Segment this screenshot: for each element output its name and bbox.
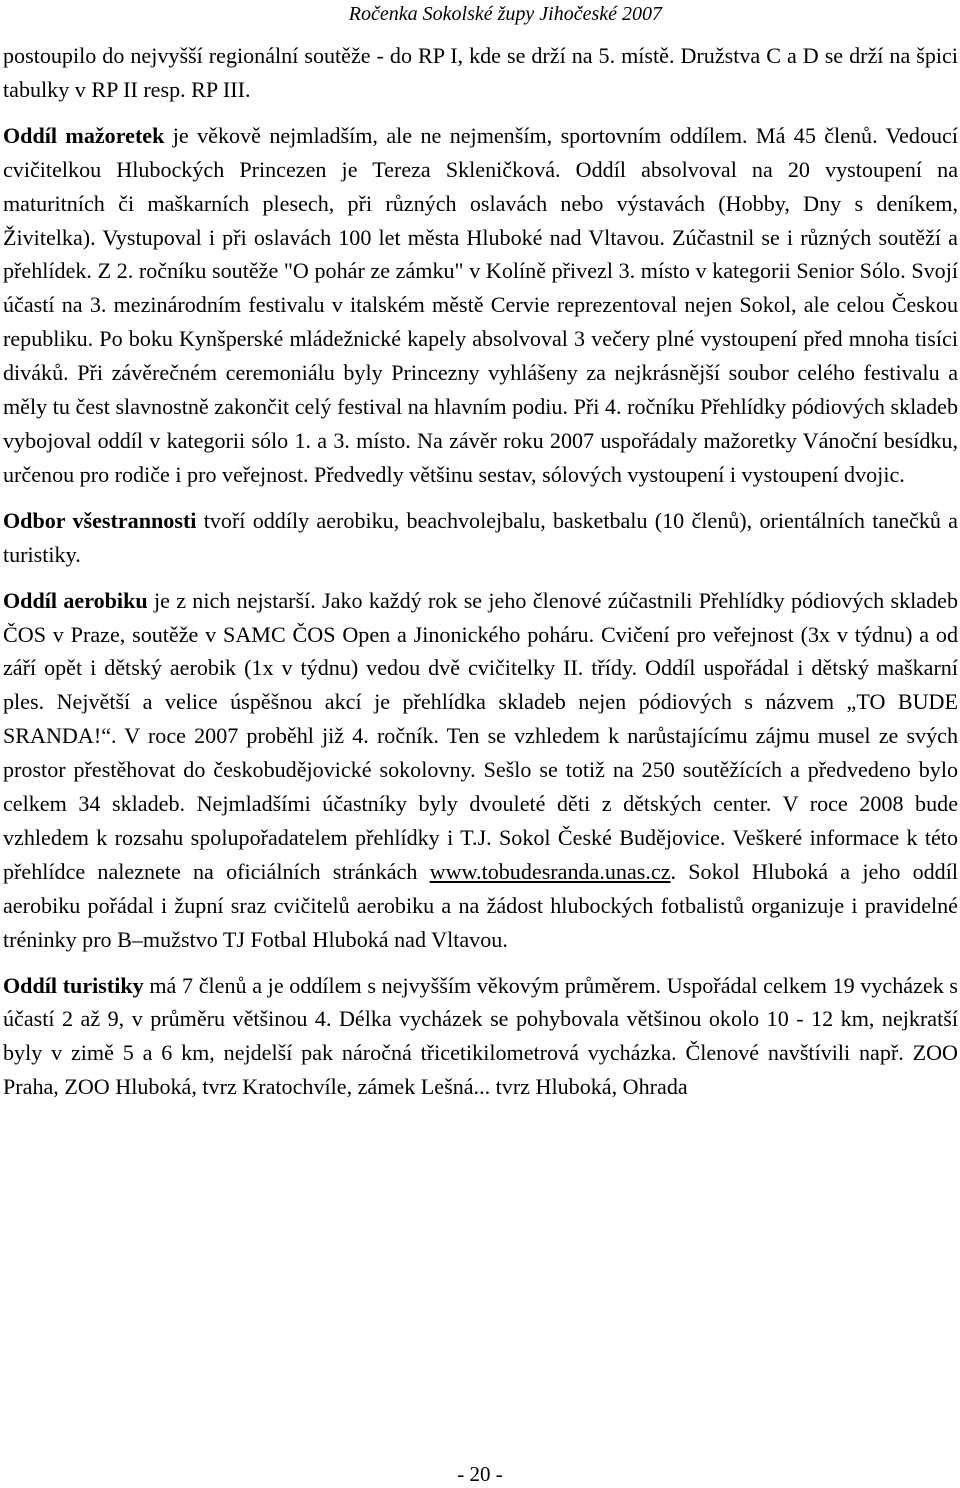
paragraph-hiking	[3, 969, 958, 1105]
paragraph-text: má 7 členů a je oddílem s nejvyšším věkovým průměrem. Uspořádal celkem 19 vycházek s účastí 2 až 9, v průměru většinou 4. Délka vycházek se pohybovala většinou okolo 10 - 12 km, nejkratší byly v zimě 5 a 6 km, nejdelší pak náročná třicetikilometrová vycházka. Členové navštívili např. ZOO Praha, ZOO Hluboká, tvrz Kratochvíle, zámek Lešná... tvrz Hluboká, Ohrada	[3, 972, 959, 1100]
paragraph-text: . Sokol Hluboká a jeho oddíl aerobiku pořádal i župní sraz cvičitelů aerobiku a na žádost hlubockých fotbalistů organizuje i pravidelné tréninky pro B–mužstvo TJ Fotbal Hluboká nad Vltavou.	[3, 858, 958, 952]
paragraph-majorettes	[3, 119, 958, 492]
section-heading-hiking: Oddíl turistiky	[3, 972, 144, 998]
paragraph-volleyball-continued	[3, 39, 958, 107]
website-link[interactable]: www.tobudesranda.unas.cz	[429, 858, 671, 884]
section-heading-aerobics: Oddíl aerobiku	[3, 587, 148, 613]
section-heading-general-sports: Odbor všestrannosti	[3, 507, 197, 533]
paragraph-text: je věkově nejmladším, ale ne nejmenším, sportovním oddílem. Má 45 členů. Vedoucí cvičitelkou Hlubockých Princezen je Tereza Skleničková. Oddíl absolvoval na 20 vystoupení na maturitních či maškarních plesech, při různých oslavách nebo výstavách (Hobby, Dny s deníkem, Živitelka). Vystupoval i při oslavách 100 let města Hluboké nad Vltavou. Zúčastnil se i různých soutěží a přehlídek. Z 2. ročníku soutěže "O pohár ze zámku" v Kolíně přivezl 3. místo v kategorii Senior Sólo. Svojí účastí na 3. mezinárodním festivalu v italském městě Cervie reprezentoval nejen Sokol, ale celou Českou republiku. Po boku Kynšperské mládežnické kapely absolvoval 3 večery plné vystoupení před mnoha tisíci diváků. Při závěrečném ceremoniálu byly Princezny vyhlášeny za nejkrásnější soubor celého festivalu a měly tu čest slavnostně zakončit celý festival na hlavním podiu. Při 4. ročníku Přehlídky pódiových skladeb vybojoval oddíl v kategorii sólo 1. a 3. místo. Na závěr roku 2007 uspořádaly mažoretky Vánoční besídku, určenou pro rodiče i pro veřejnost. Předvedly většinu sestav, sólových vystoupení i vystoupení dvojic.	[3, 122, 959, 487]
paragraph-text: tvoří oddíly aerobiku, beachvolejbalu, basketbalu (10 členů), orientálních tanečků a turistiky.	[3, 507, 958, 567]
running-header: Ročenka Sokolské župy Jihočeské 2007	[348, 3, 662, 25]
paragraph-text: postoupilo do nejvyšší regionální soutěže - do RP I, kde se drží na 5. místě. Družstva C a D se drží na špici tabulky v RP II resp. RP III.	[3, 43, 958, 102]
document-body	[3, 39, 958, 1104]
paragraph-text: je z nich nejstarší. Jako každý rok se jeho členové zúčastnili Přehlídky pódiových skladeb ČOS v Praze, soutěže v SAMC ČOS Open a Jinonického poháru. Cvičení pro veřejnost (3x v týdnu) a od září opět i dětský aerobik (1x v týdnu) vedou dvě cvičitelky II. třídy. Oddíl uspořádal i dětský maškarní ples. Největší a velice úspěšnou akcí je přehlídka skladeb nejen pódiových s názvem „TO BUDE SRANDA!“. V roce 2007 proběhl již 4. ročník. Ten se vzhledem k narůstajícímu zájmu musel ze svých prostor přestěhovat do českobudějovické sokolovny. Sešlo se totiž na 250 soutěžících a předvedeno bylo celkem 34 skladeb. Nejmladšími účastníky byly dvouleté děti z dětských center. V roce 2008 bude vzhledem k rozsahu spolupořadatelem přehlídky i T.J. Sokol České Budějovice. Veškeré informace k této přehlídce naleznete na oficiálních stránkách	[3, 587, 959, 884]
paragraph-aerobics	[3, 584, 958, 957]
section-heading-majorettes: Oddíl mažoretek	[3, 122, 165, 148]
paragraph-general-sports	[3, 504, 958, 572]
page-number: - 20 -	[457, 1462, 503, 1486]
